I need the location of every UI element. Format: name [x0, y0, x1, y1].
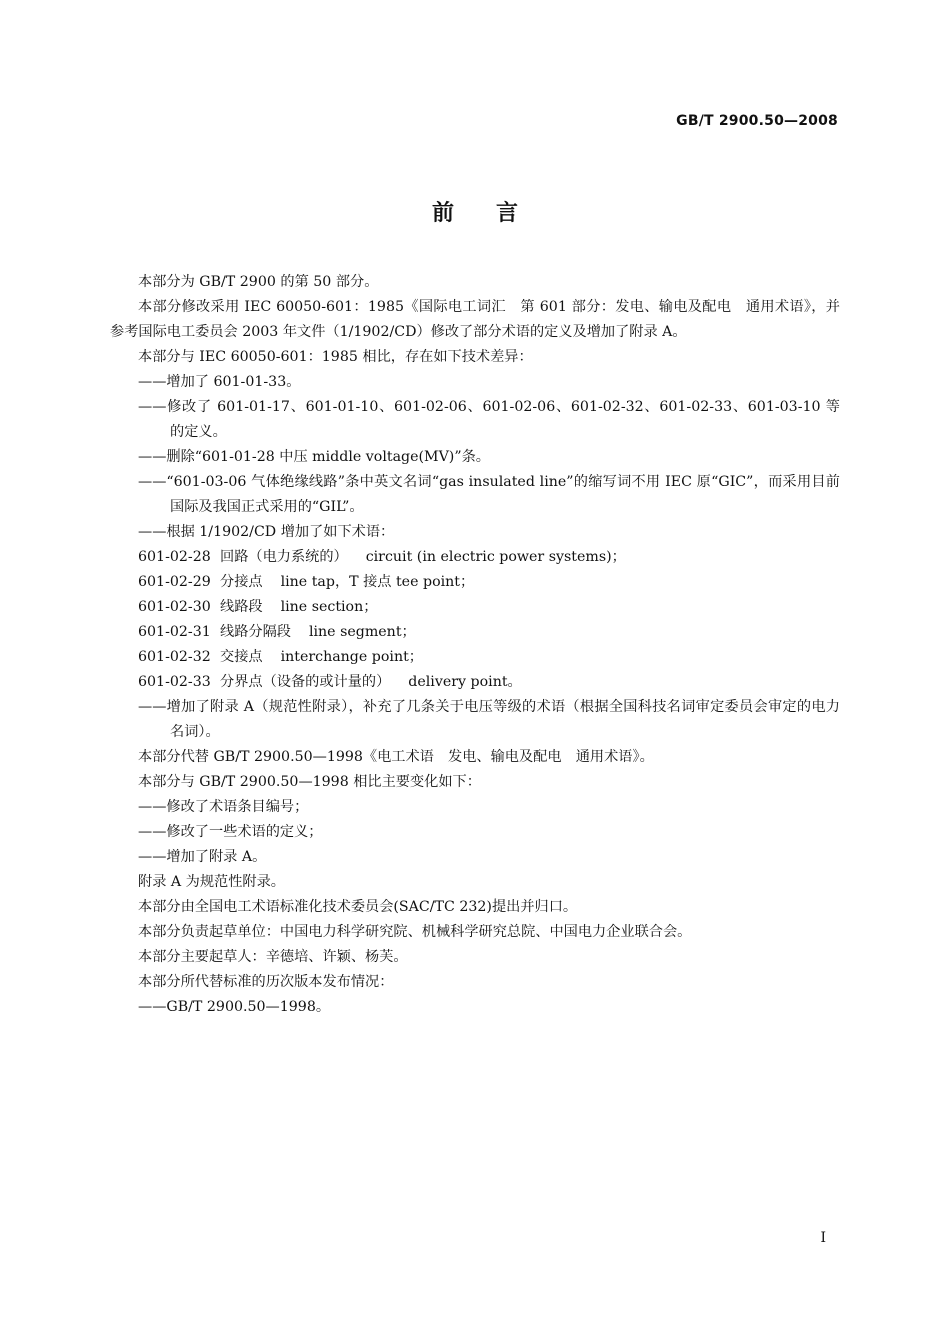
- term-chinese: 分界点（设备的或计量的）: [220, 674, 391, 690]
- term-row: [110, 670, 840, 695]
- dash-item: ——修改了一些术语的定义；: [138, 824, 323, 840]
- paragraph: 本部分修改采用 IEC 60050-601：1985《国际电工词汇 第 601 部分：发电、输电及配电 通用术语》，并参考国际电工委员会 2003 年文件（1/1902/CD）修改了部分术语的定义及增加了附录 A。: [110, 299, 840, 340]
- term-code: 601-02-28: [138, 549, 211, 565]
- term-row: [110, 570, 840, 595]
- dash-item: ——增加了 601-01-33。: [138, 374, 301, 390]
- term-code: 601-02-31: [138, 624, 211, 640]
- term-chinese: 线路分隔段: [220, 624, 291, 640]
- term-row: [110, 620, 840, 645]
- term-code: 601-02-32: [138, 649, 211, 665]
- paragraph: 本部分所代替标准的历次版本发布情况：: [138, 974, 394, 990]
- term-english: line segment；: [308, 624, 416, 640]
- term-row: [110, 545, 840, 570]
- term-chinese: 回路（电力系统的）: [220, 549, 348, 565]
- paragraph: 本部分与 GB/T 2900.50—1998 相比主要变化如下：: [138, 774, 481, 790]
- dash-item: ——删除“601-01-28 中压 middle voltage(MV)”条。: [138, 449, 490, 465]
- term-chinese: 分接点: [220, 574, 263, 590]
- dash-item: ——增加了附录 A（规范性附录），补充了几条关于电压等级的术语（根据全国科技名词审定委员会审定的电力名词）。: [138, 699, 840, 740]
- paragraph: 附录 A 为规范性附录。: [138, 874, 285, 890]
- page-title: 前言: [431, 201, 560, 226]
- paragraph: 本部分主要起草人：辛德培、许颖、杨芙。: [138, 949, 408, 965]
- dash-item: ——修改了术语条目编号；: [138, 799, 309, 815]
- dash-item: ——GB/T 2900.50—1998。: [138, 999, 331, 1015]
- term-english: line section；: [280, 599, 378, 615]
- term-row: [110, 645, 840, 670]
- paragraph: 本部分代替 GB/T 2900.50—1998《电工术语 发电、输电及配电 通用术语》。: [138, 749, 654, 765]
- term-code: 601-02-30: [138, 599, 211, 615]
- paragraph: 本部分由全国电工术语标准化技术委员会(SAC/TC 232)提出并归口。: [138, 899, 578, 915]
- term-chinese: 线路段: [220, 599, 263, 615]
- foreword-body: [110, 270, 840, 1020]
- term-english: line tap，T 接点 tee point；: [280, 574, 475, 590]
- term-english: circuit (in electric power systems)；: [365, 549, 626, 565]
- dash-item: ——修改了 601-01-17、601-01-10、601-02-06、601-02-06、601-02-32、601-02-33、601-03-10 等的定义。: [138, 399, 840, 440]
- page-number: I: [820, 1230, 826, 1246]
- term-code: 601-02-33: [138, 674, 211, 690]
- term-english: delivery point。: [408, 674, 522, 690]
- term-row: [110, 595, 840, 620]
- paragraph: 本部分为 GB/T 2900 的第 50 部分。: [138, 274, 379, 290]
- dash-item: ——增加了附录 A。: [138, 849, 267, 865]
- term-english: interchange point；: [280, 649, 423, 665]
- paragraph: 本部分负责起草单位：中国电力科学研究院、机械科学研究总院、中国电力企业联合会。: [138, 924, 692, 940]
- paragraph: 本部分与 IEC 60050-601：1985 相比，存在如下技术差异：: [138, 349, 533, 365]
- dash-item: ——“601-03-06 气体绝缘线路”条中英文名词“gas insulated line”的缩写词不用 IEC 原“GIC”，而采用目前国际及我国正式采用的“GIL”。: [138, 474, 840, 515]
- dash-item: ——根据 1/1902/CD 增加了如下术语：: [138, 524, 395, 540]
- term-code: 601-02-29: [138, 574, 211, 590]
- standard-number: GB/T 2900.50—2008: [676, 113, 838, 129]
- term-chinese: 交接点: [220, 649, 263, 665]
